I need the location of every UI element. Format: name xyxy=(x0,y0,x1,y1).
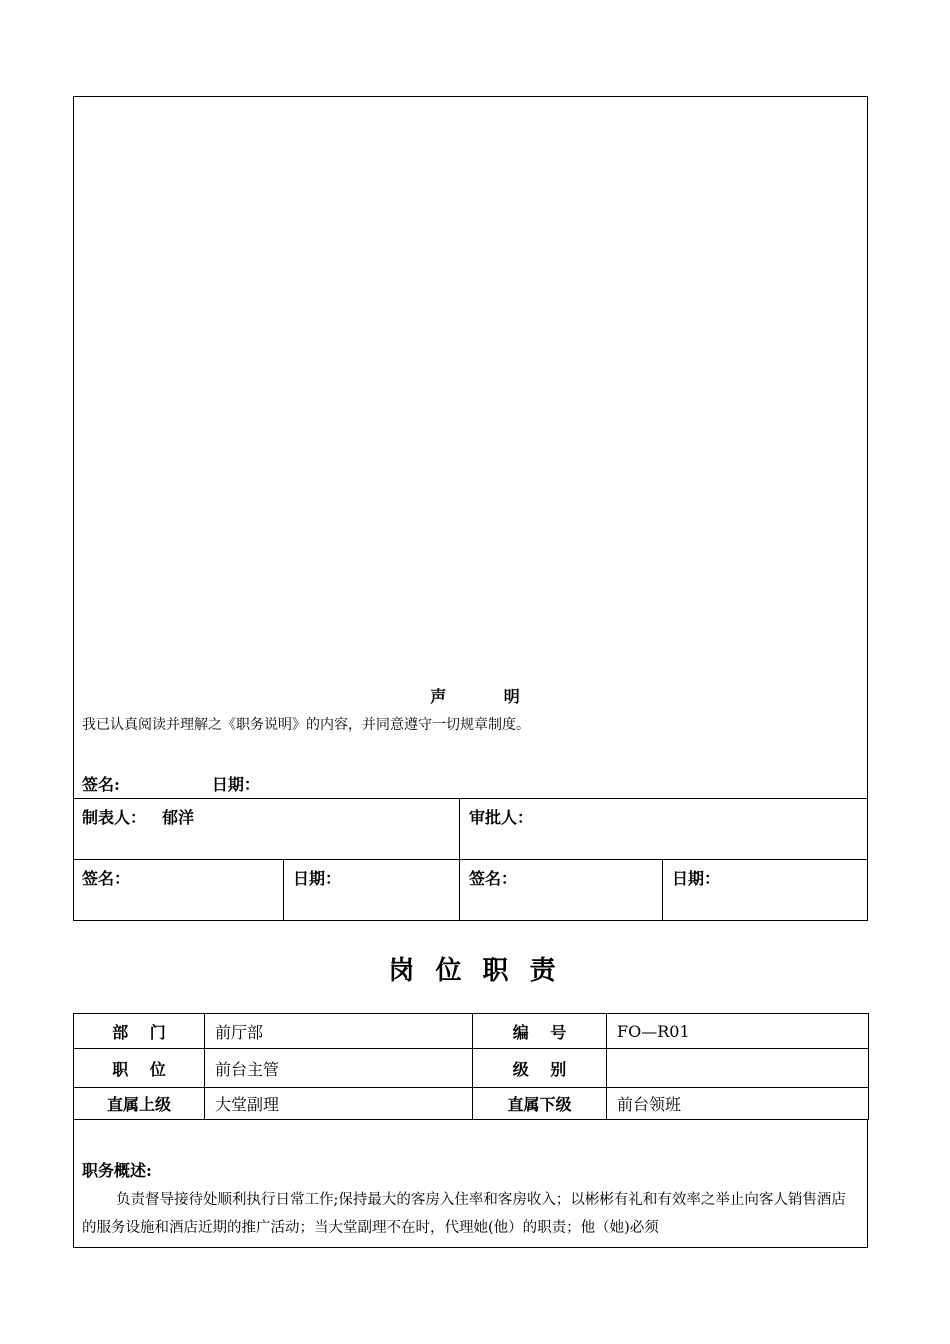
preparer-name: 郁洋 xyxy=(162,808,195,827)
code-value: FO—R01 xyxy=(607,1014,869,1049)
approval-left-divider xyxy=(283,859,284,921)
superior-label: 直属上级 xyxy=(74,1088,205,1120)
declaration-sign-label: 签名: xyxy=(82,775,120,794)
code-label: 编 号 xyxy=(473,1014,607,1049)
dept-label: 部 门 xyxy=(74,1014,205,1049)
preparer-date-label: 日期： xyxy=(293,869,342,888)
grade-label: 级 别 xyxy=(473,1049,607,1088)
table-row xyxy=(74,1088,869,1120)
table-row xyxy=(74,1049,869,1088)
preparer-label: 制表人： xyxy=(82,808,147,827)
preparer-cell xyxy=(82,805,194,828)
duty-overview-box xyxy=(73,1120,868,1248)
duty-text: 负责督导接待处顺利执行日常工作;保持最大的客房入住率和客房收入；以彬彬有礼和有效率之举止向客人销售酒店的服务设施和酒店近期的推广活动；当大堂副理不在时，代理她(他）的职责；他（她)必须 xyxy=(82,1192,846,1236)
duty-heading: 职务概述: xyxy=(82,1161,152,1180)
approver-label: 审批人： xyxy=(469,808,534,827)
declaration-text: 我已认真阅读并理解之《职务说明》的内容，并同意遵守一切规章制度。 xyxy=(82,717,530,733)
subordinate-value: 前台领班 xyxy=(607,1088,869,1120)
preparer-sign-label: 签名： xyxy=(82,869,131,888)
approver-date-label: 日期： xyxy=(672,869,721,888)
job-info-table xyxy=(73,1013,869,1120)
approval-top-border xyxy=(73,798,868,799)
approval-right-divider xyxy=(662,859,663,921)
page-title: 岗 位 职 责 xyxy=(388,956,562,986)
declaration-sign-line xyxy=(82,772,260,795)
table-row xyxy=(74,1014,869,1049)
position-value: 前台主管 xyxy=(205,1049,473,1088)
grade-value xyxy=(607,1049,869,1088)
dept-value: 前厅部 xyxy=(205,1014,473,1049)
superior-value: 大堂副理 xyxy=(205,1088,473,1120)
approval-center-divider xyxy=(459,798,460,921)
position-label: 职 位 xyxy=(74,1049,205,1088)
declaration-title: 声 明 xyxy=(430,687,546,706)
approval-middle-border xyxy=(73,859,868,860)
approver-sign-label: 签名： xyxy=(469,869,518,888)
subordinate-label: 直属下级 xyxy=(473,1088,607,1120)
declaration-date-label: 日期： xyxy=(211,775,260,794)
